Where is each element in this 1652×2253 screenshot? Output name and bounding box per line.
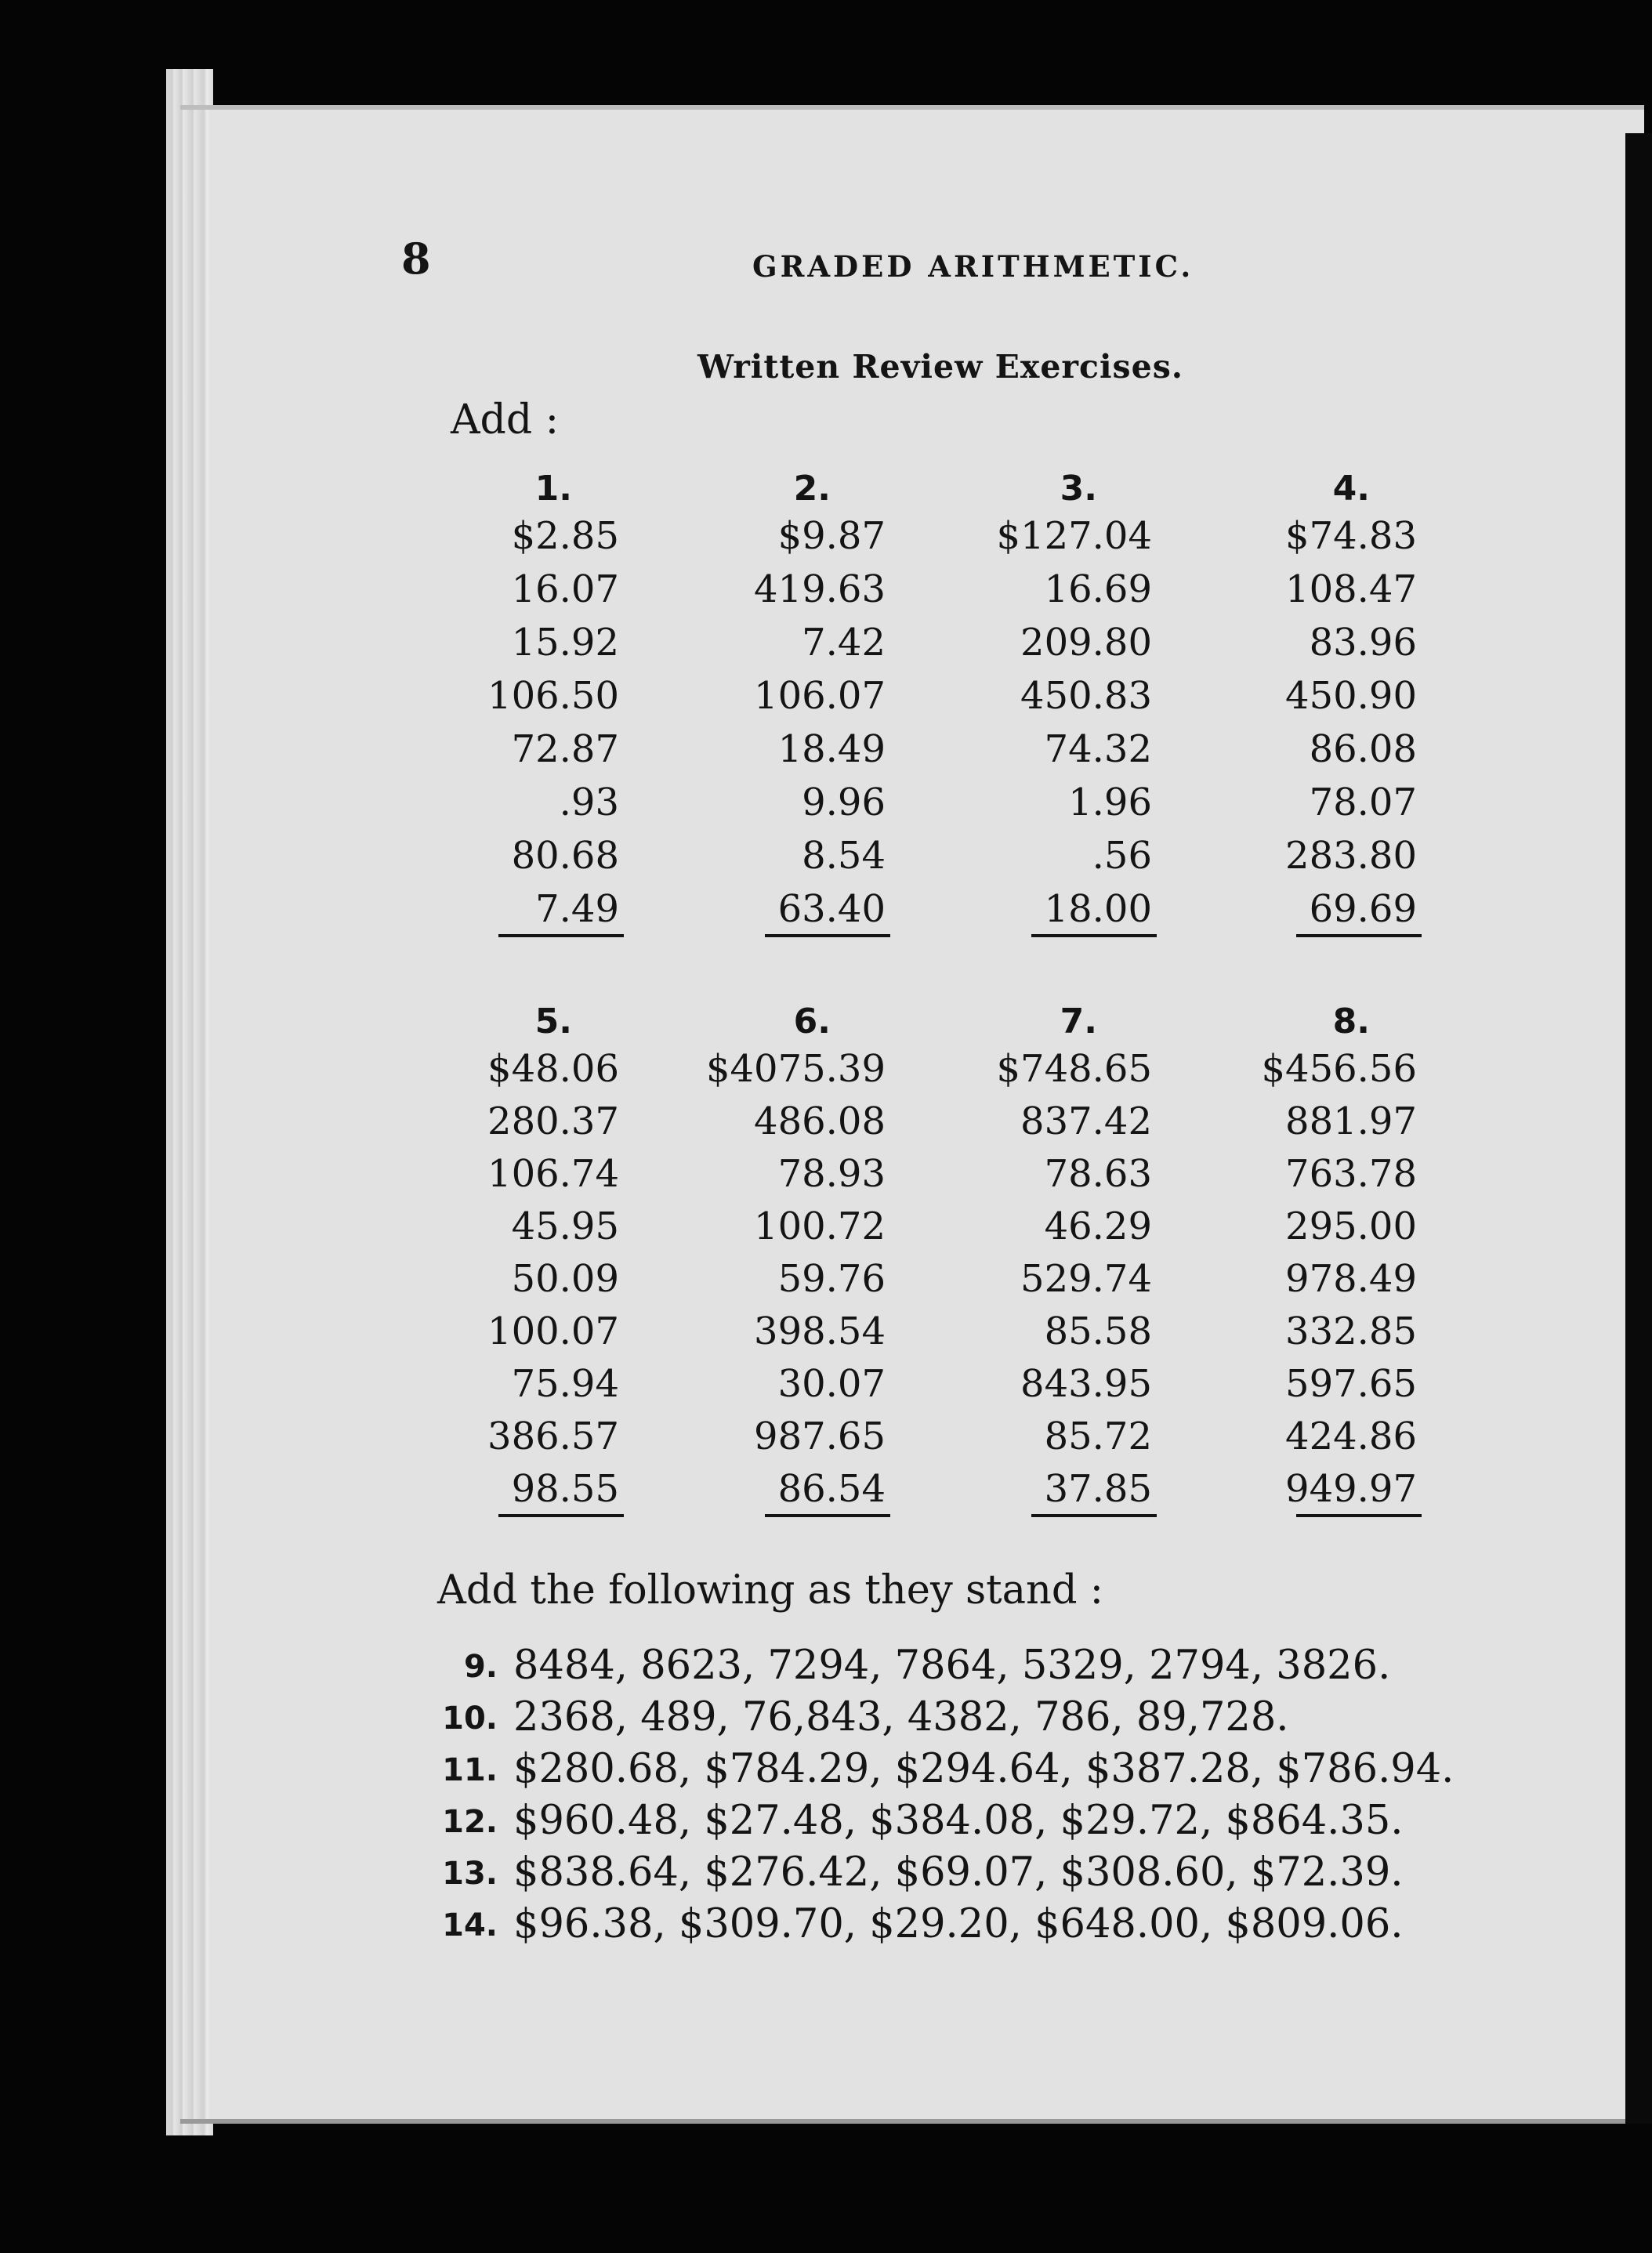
addend: 7.42 xyxy=(802,621,886,665)
addition-problem-6 xyxy=(705,1002,886,1550)
sum-rule xyxy=(1296,934,1422,937)
addend: $48.06 xyxy=(487,1047,619,1091)
page-number: 8 xyxy=(401,234,431,284)
problem-number: 1. xyxy=(534,469,572,509)
addition-problem-8 xyxy=(1260,1002,1417,1550)
addend: $9.87 xyxy=(777,514,886,558)
page-top-edge xyxy=(180,105,1644,110)
addend: 209.80 xyxy=(1020,621,1152,665)
addend: 295.00 xyxy=(1285,1204,1417,1248)
addend: 86.54 xyxy=(777,1467,886,1511)
addend: 332.85 xyxy=(1285,1309,1417,1353)
addend: $748.65 xyxy=(996,1047,1152,1091)
addend: 450.90 xyxy=(1285,674,1417,718)
addend: 398.54 xyxy=(754,1309,886,1353)
addend: 386.57 xyxy=(487,1414,619,1458)
addend: 7.49 xyxy=(535,887,619,931)
addend: 1.96 xyxy=(1068,781,1152,824)
addend: 18.49 xyxy=(777,727,886,771)
addend: 106.07 xyxy=(754,674,886,718)
addition-problem-3 xyxy=(995,469,1152,1017)
addend: 529.74 xyxy=(1020,1257,1152,1301)
section-heading: Written Review Exercises. xyxy=(697,348,1184,386)
exercise-number: 10. xyxy=(442,1701,498,1737)
exercise-number: 13. xyxy=(442,1856,498,1892)
sum-rule xyxy=(1031,934,1157,937)
addend: 30.07 xyxy=(777,1362,886,1406)
problem-number: 8. xyxy=(1332,1002,1370,1041)
addend: 949.97 xyxy=(1285,1467,1417,1511)
right-margin-shadow xyxy=(1625,133,1652,2124)
addend: 18.00 xyxy=(1044,887,1152,931)
addend: 280.37 xyxy=(487,1099,619,1143)
add-instruction: Add : xyxy=(451,397,560,444)
running-head: GRADED ARITHMETIC. xyxy=(752,249,1194,284)
exercise-numbers: $838.64, $276.42, $69.07, $308.60, $72.39. xyxy=(513,1849,1404,1896)
addend: 72.87 xyxy=(511,727,619,771)
addend: 78.93 xyxy=(777,1152,886,1196)
addend: 74.32 xyxy=(1044,727,1152,771)
addition-problem-7 xyxy=(995,1002,1152,1550)
addend: 486.08 xyxy=(754,1099,886,1143)
addend: 843.95 xyxy=(1020,1362,1152,1406)
problem-number: 2. xyxy=(793,469,831,509)
sum-rule xyxy=(1031,1514,1157,1517)
addend: 8.54 xyxy=(802,834,886,878)
addition-problem-5 xyxy=(462,1002,619,1550)
addition-problem-1 xyxy=(462,469,619,1017)
problem-number: 7. xyxy=(1060,1002,1097,1041)
addend: 46.29 xyxy=(1044,1204,1152,1248)
addend: 85.58 xyxy=(1044,1309,1152,1353)
exercise-numbers: 2368, 489, 76,843, 4382, 786, 89,728. xyxy=(513,1694,1289,1740)
addend: $74.83 xyxy=(1285,514,1417,558)
addend: 63.40 xyxy=(777,887,886,931)
addend: 987.65 xyxy=(754,1414,886,1458)
addend: 763.78 xyxy=(1285,1152,1417,1196)
addend: .93 xyxy=(559,781,619,824)
exercise-number: 9. xyxy=(463,1649,498,1685)
addend: 85.72 xyxy=(1044,1414,1152,1458)
addend: 59.76 xyxy=(777,1257,886,1301)
problem-number: 4. xyxy=(1332,469,1370,509)
addend: 9.96 xyxy=(802,781,886,824)
sum-rule xyxy=(765,934,890,937)
addend: $2.85 xyxy=(511,514,619,558)
addend: 78.07 xyxy=(1309,781,1417,824)
problem-number: 3. xyxy=(1060,469,1097,509)
addend: .56 xyxy=(1092,834,1152,878)
addend: 78.63 xyxy=(1044,1152,1152,1196)
addend: 98.55 xyxy=(511,1467,619,1511)
exercise-number: 12. xyxy=(442,1804,498,1840)
page-stack-edge xyxy=(166,69,213,2135)
addend: 75.94 xyxy=(511,1362,619,1406)
addend: 419.63 xyxy=(754,567,886,611)
page-bottom-edge xyxy=(180,2119,1644,2124)
addend: $4075.39 xyxy=(705,1047,886,1091)
addend: 86.08 xyxy=(1309,727,1417,771)
exercise-numbers: $96.38, $309.70, $29.20, $648.00, $809.06. xyxy=(513,1901,1404,1947)
line-instructions: Add the following as they stand : xyxy=(437,1567,1103,1614)
sum-rule xyxy=(498,1514,624,1517)
addition-problem-2 xyxy=(729,469,886,1017)
exercise-numbers: 8484, 8623, 7294, 7864, 5329, 2794, 3826. xyxy=(513,1643,1391,1689)
addend: 106.50 xyxy=(487,674,619,718)
addend: 450.83 xyxy=(1020,674,1152,718)
addend: 881.97 xyxy=(1285,1099,1417,1143)
addend: 978.49 xyxy=(1285,1257,1417,1301)
addend: 83.96 xyxy=(1309,621,1417,665)
addend: 424.86 xyxy=(1285,1414,1417,1458)
addend: 37.85 xyxy=(1044,1467,1152,1511)
problem-number: 6. xyxy=(793,1002,831,1041)
sum-rule xyxy=(765,1514,890,1517)
addend: 100.72 xyxy=(754,1204,886,1248)
addend: $127.04 xyxy=(996,514,1152,558)
addend: 597.65 xyxy=(1285,1362,1417,1406)
exercise-numbers: $960.48, $27.48, $384.08, $29.72, $864.35. xyxy=(513,1798,1404,1844)
addend: 108.47 xyxy=(1285,567,1417,611)
addend: 106.74 xyxy=(487,1152,619,1196)
addend: 80.68 xyxy=(511,834,619,878)
exercise-number: 14. xyxy=(442,1907,498,1943)
exercise-number: 11. xyxy=(442,1752,498,1788)
exercise-numbers: $280.68, $784.29, $294.64, $387.28, $786.94. xyxy=(513,1746,1455,1792)
addend: 50.09 xyxy=(511,1257,619,1301)
addend: 16.07 xyxy=(511,567,619,611)
addend: 283.80 xyxy=(1285,834,1417,878)
sum-rule xyxy=(498,934,624,937)
addend: 16.69 xyxy=(1044,567,1152,611)
addend: 45.95 xyxy=(511,1204,619,1248)
addition-problem-4 xyxy=(1260,469,1417,1017)
addend: 15.92 xyxy=(511,621,619,665)
problem-number: 5. xyxy=(534,1002,572,1041)
addend: 69.69 xyxy=(1309,887,1417,931)
sum-rule xyxy=(1296,1514,1422,1517)
addend: 837.42 xyxy=(1020,1099,1152,1143)
addend: $456.56 xyxy=(1261,1047,1417,1091)
addend: 100.07 xyxy=(487,1309,619,1353)
